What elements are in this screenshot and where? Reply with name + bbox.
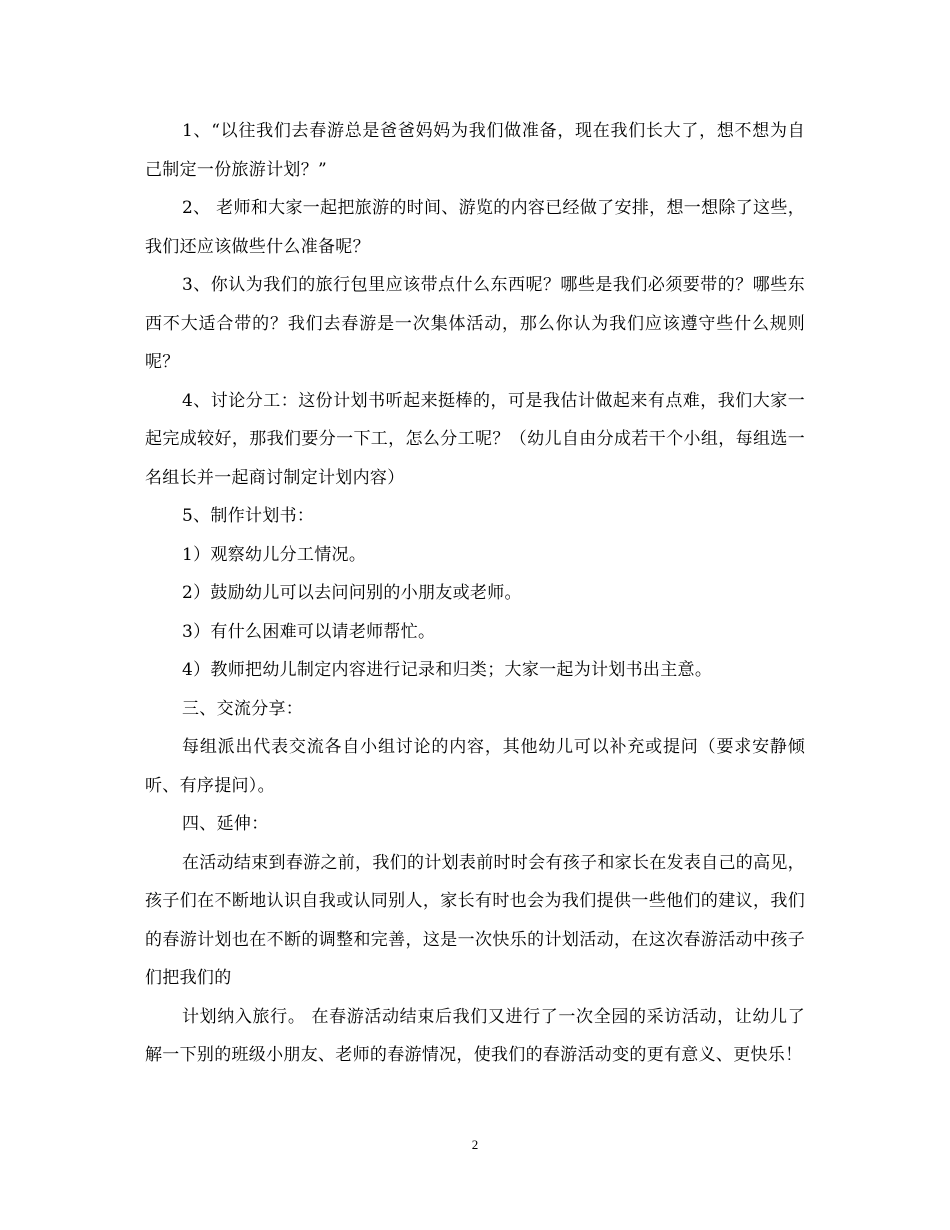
paragraph-item-4: 4、讨论分工：这份计划书听起来挺棒的，可是我估计做起来有点难，我们大家一起完成较好，那我们要分一下工，怎么分工呢？（幼儿自由分成若干个小组，每组选一名组长并一起商讨制定计划内容） — [145, 390, 805, 488]
extension-paragraph-1: 在活动结束到春游之前，我们的计划表前时时会有孩子和家长在发表自己的高见，孩子们在不断地认识自我或认同别人，家长有时也会为我们提供一些他们的建议，我们的春游计划也在不断的调整和完善，这是一次快乐的计划活动，在这次春游活动中孩子们把我们的 — [145, 852, 805, 988]
extension-paragraph-2: 计划纳入旅行。 在春游活动结束后我们又进行了一次全园的采访活动，让幼儿了解一下别的班级小朋友、老师的春游情况，使我们的春游活动变的更有意义、更快乐！ — [145, 1006, 805, 1065]
sub-item-3: 3）有什么困难可以请老师帮忙。 — [182, 621, 436, 642]
sub-item-4: 4）教师把幼儿制定内容进行记录和归类；大家一起为计划书出主意。 — [182, 660, 713, 680]
share-paragraph: 每组派出代表交流各自小组讨论的内容，其他幼儿可以补充或提问（要求安静倾听、有序提问）。 — [145, 737, 805, 796]
sub-item-2: 2）鼓励幼儿可以去问问别的小朋友或老师。 — [182, 583, 522, 603]
paragraph-item-2: 2、 老师和大家一起把旅游的时间、游览的内容已经做了安排，想一想除了这些，我们还应该做些什么准备呢？ — [145, 198, 805, 257]
section-heading-extension: 四、延伸： — [182, 814, 269, 834]
document-body — [145, 112, 805, 1075]
page-number: 2 — [471, 1137, 479, 1152]
sub-item-1: 1）观察幼儿分工情况。 — [182, 544, 367, 565]
section-heading-share: 三、交流分享： — [182, 698, 304, 719]
paragraph-item-3: 3、你认为我们的旅行包里应该带点什么东西呢？哪些是我们必须要带的？哪些东西不大适合带的？我们去春游是一次集体活动，那么你认为我们应该遵守些什么规则呢？ — [145, 275, 805, 372]
paragraph-item-1: 1、“以往我们去春游总是爸爸妈妈为我们做准备，现在我们长大了，想不想为自己制定一份旅游计划？” — [145, 121, 805, 180]
section-heading-make-plan: 5、制作计划书： — [182, 506, 315, 526]
